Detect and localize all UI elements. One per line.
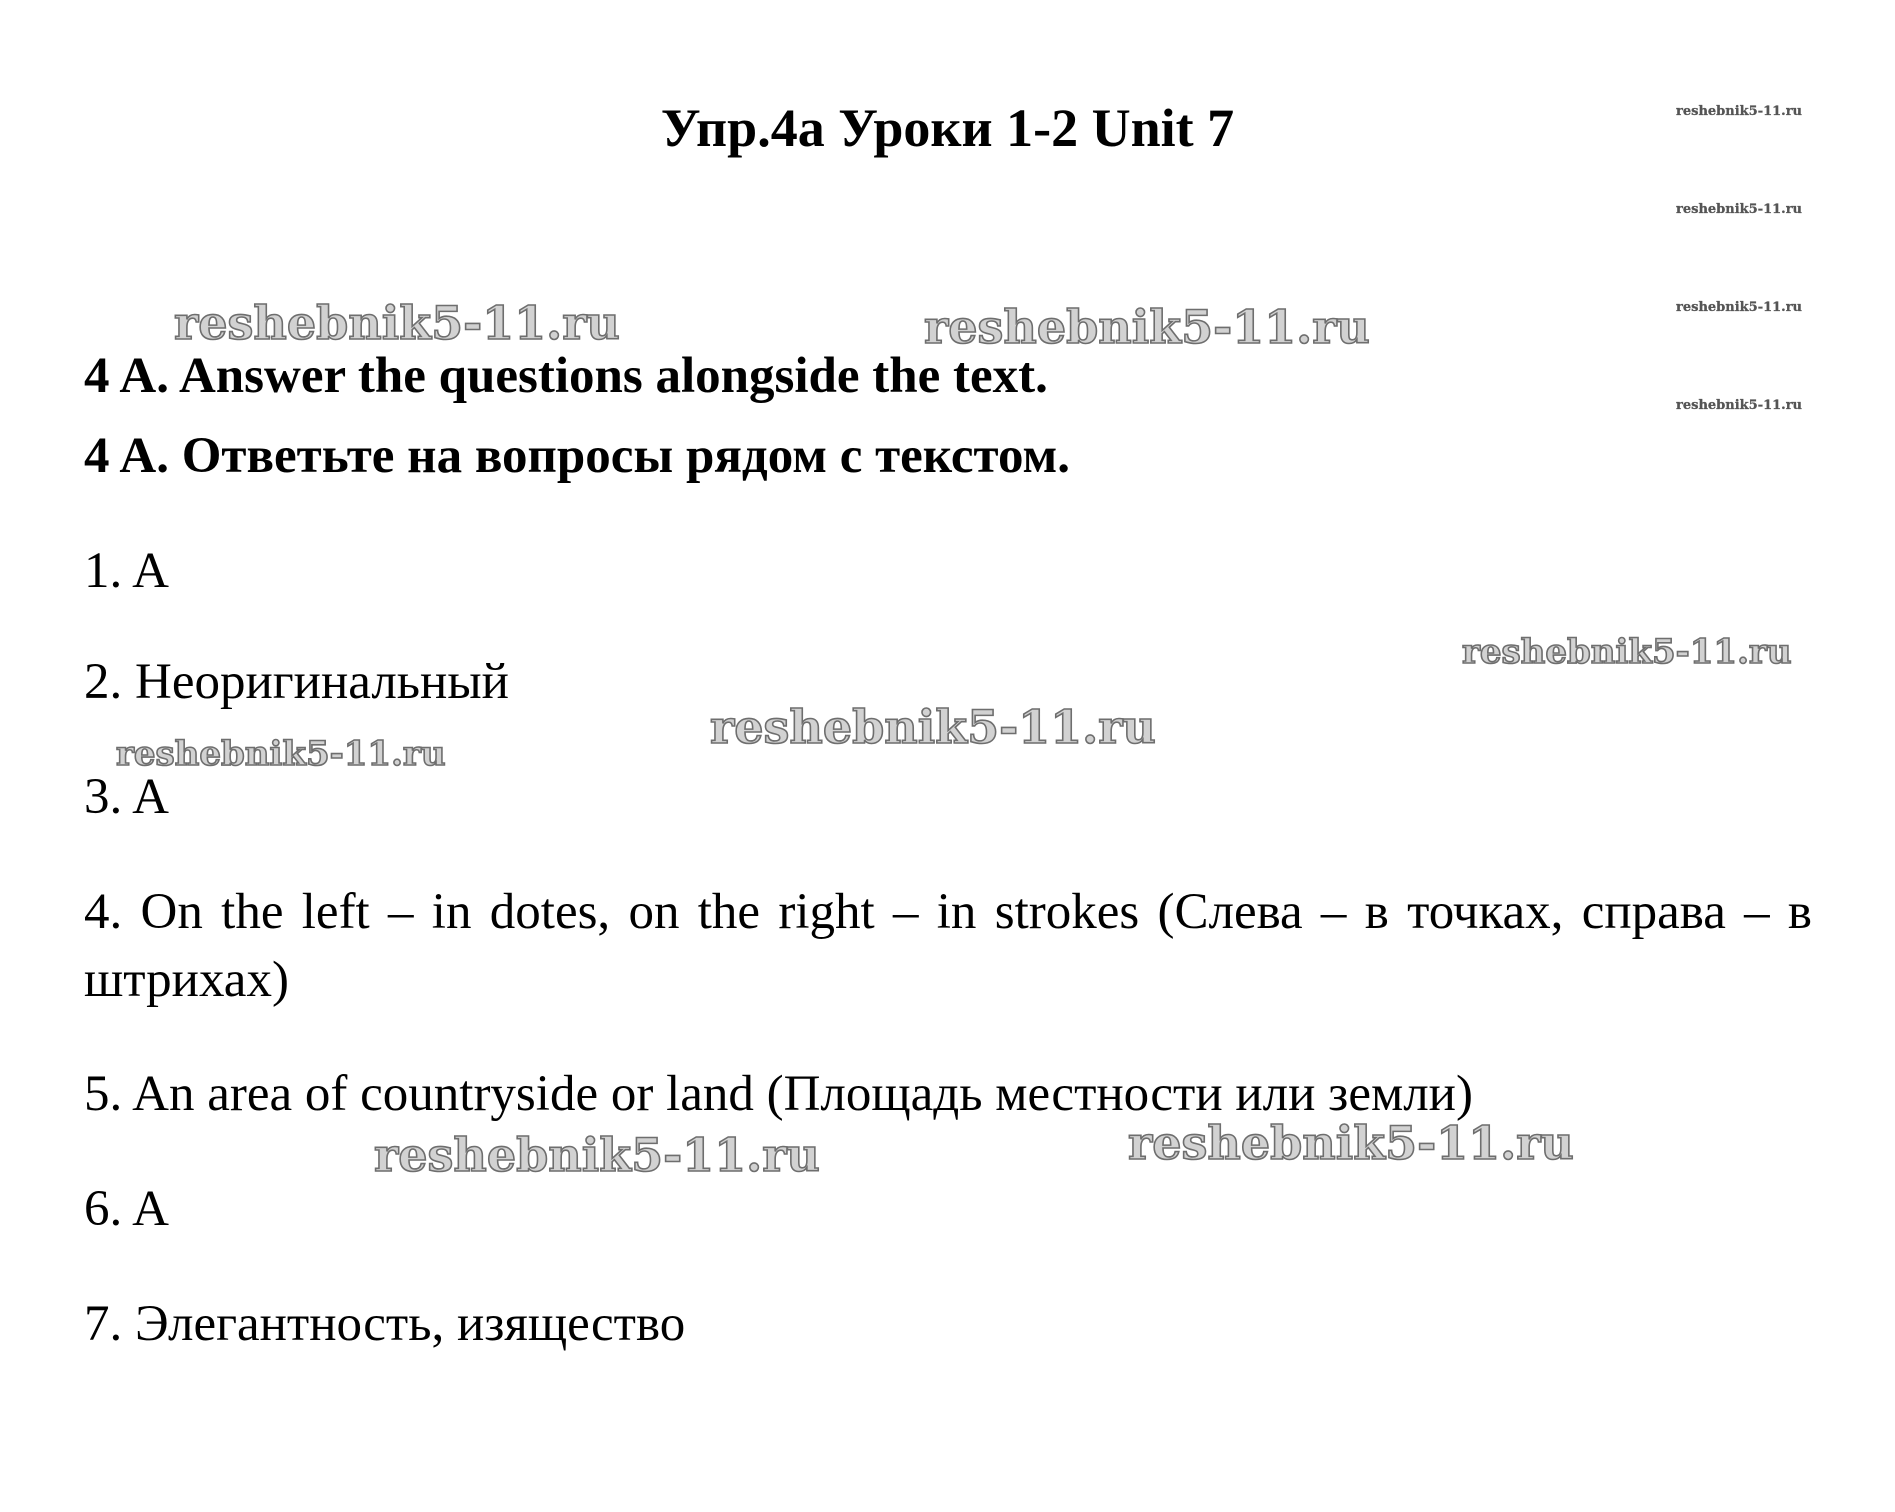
watermark: reshebnik5-11.ru	[174, 296, 620, 350]
page-title: Упр.4а Уроки 1-2 Unit 7	[660, 98, 1235, 158]
watermark: reshebnik5-11.ru	[924, 300, 1370, 354]
watermark: reshebnik5-11.ru	[710, 700, 1156, 754]
task-heading-russian: 4 A. Ответьте на вопросы рядом с текстом.	[84, 428, 1070, 484]
answer-4: 4. On the left – in dotes, on the right – in strokes (Слева – в точках, справа – в штрихах)	[84, 884, 1812, 1008]
watermark: reshebnik5-11.ru	[1676, 300, 1803, 315]
answer-3: 3. A	[84, 769, 170, 825]
watermark: reshebnik5-11.ru	[374, 1128, 820, 1182]
watermark: reshebnik5-11.ru	[1676, 202, 1803, 217]
watermark: reshebnik5-11.ru	[1676, 398, 1803, 413]
watermark: reshebnik5-11.ru	[1462, 632, 1792, 672]
watermark: reshebnik5-11.ru	[1128, 1116, 1574, 1170]
answer-2: 2. Неоригинальный	[84, 654, 509, 710]
task-heading-english: 4 A. Answer the questions alongside the text.	[84, 348, 1048, 404]
answer-6: 6. A	[84, 1181, 170, 1237]
watermark: reshebnik5-11.ru	[116, 734, 446, 774]
answer-7: 7. Элегантность, изящество	[84, 1296, 686, 1352]
answer-5: 5. An area of countryside or land (Площадь местности или земли)	[84, 1066, 1473, 1122]
watermark: reshebnik5-11.ru	[1676, 104, 1803, 119]
answer-1: 1. A	[84, 543, 170, 599]
